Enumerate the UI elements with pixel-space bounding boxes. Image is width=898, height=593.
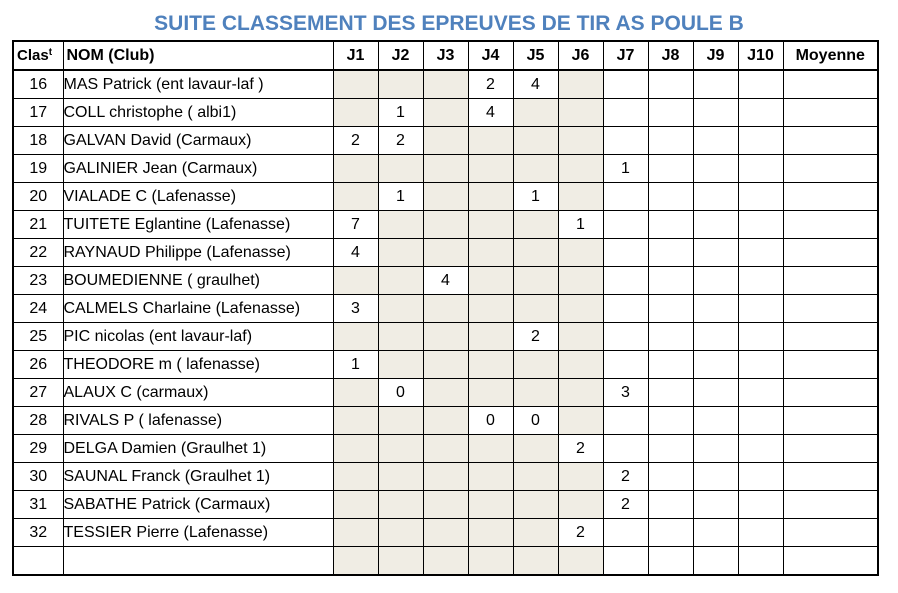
score-cell-j8 xyxy=(648,267,693,295)
rank-cell xyxy=(13,547,63,576)
score-cell-j4 xyxy=(468,351,513,379)
score-cell-j5 xyxy=(513,519,558,547)
score-cell-j3 xyxy=(423,70,468,99)
score-cell-j5 xyxy=(513,351,558,379)
score-cell-j10 xyxy=(738,351,783,379)
header-row xyxy=(13,41,878,70)
score-cell-j4 xyxy=(468,547,513,576)
average-cell xyxy=(783,70,878,99)
score-cell-j6 xyxy=(558,491,603,519)
rank-cell: 16 xyxy=(13,70,63,99)
table-row xyxy=(13,211,878,239)
ranking-table xyxy=(12,40,879,576)
score-cell-j4: 0 xyxy=(468,407,513,435)
score-cell-j10 xyxy=(738,295,783,323)
average-cell xyxy=(783,295,878,323)
name-cell: THEODORE m ( lafenasse) xyxy=(63,351,333,379)
header-j1: J1 xyxy=(333,41,378,70)
score-cell-j8 xyxy=(648,183,693,211)
average-cell xyxy=(783,435,878,463)
score-cell-j7 xyxy=(603,239,648,267)
score-cell-j6: 2 xyxy=(558,435,603,463)
name-cell: PIC nicolas (ent lavaur-laf) xyxy=(63,323,333,351)
score-cell-j6 xyxy=(558,239,603,267)
score-cell-j6 xyxy=(558,70,603,99)
average-cell xyxy=(783,239,878,267)
score-cell-j7 xyxy=(603,70,648,99)
score-cell-j2 xyxy=(378,491,423,519)
rank-cell: 24 xyxy=(13,295,63,323)
score-cell-j5 xyxy=(513,295,558,323)
score-cell-j6 xyxy=(558,127,603,155)
average-cell xyxy=(783,211,878,239)
header-j4: J4 xyxy=(468,41,513,70)
score-cell-j6 xyxy=(558,183,603,211)
score-cell-j7: 1 xyxy=(603,155,648,183)
table-row xyxy=(13,99,878,127)
score-cell-j2 xyxy=(378,70,423,99)
score-cell-j4 xyxy=(468,239,513,267)
score-cell-j4 xyxy=(468,323,513,351)
score-cell-j4 xyxy=(468,295,513,323)
average-cell xyxy=(783,127,878,155)
score-cell-j8 xyxy=(648,491,693,519)
score-cell-j4: 4 xyxy=(468,99,513,127)
score-cell-j7 xyxy=(603,351,648,379)
score-cell-j3 xyxy=(423,519,468,547)
score-cell-j9 xyxy=(693,127,738,155)
score-cell-j3 xyxy=(423,435,468,463)
score-cell-j9 xyxy=(693,211,738,239)
name-cell: RIVALS P ( lafenasse) xyxy=(63,407,333,435)
score-cell-j2 xyxy=(378,239,423,267)
score-cell-j5: 2 xyxy=(513,323,558,351)
score-cell-j5 xyxy=(513,155,558,183)
average-cell xyxy=(783,183,878,211)
score-cell-j4 xyxy=(468,267,513,295)
score-cell-j10 xyxy=(738,183,783,211)
score-cell-j6 xyxy=(558,407,603,435)
score-cell-j4 xyxy=(468,183,513,211)
score-cell-j9 xyxy=(693,547,738,576)
average-cell xyxy=(783,519,878,547)
score-cell-j3: 4 xyxy=(423,267,468,295)
score-cell-j1 xyxy=(333,407,378,435)
table-row xyxy=(13,547,878,576)
score-cell-j6: 2 xyxy=(558,519,603,547)
score-cell-j7 xyxy=(603,323,648,351)
score-cell-j10 xyxy=(738,239,783,267)
score-cell-j8 xyxy=(648,99,693,127)
header-j9: J9 xyxy=(693,41,738,70)
score-cell-j5: 0 xyxy=(513,407,558,435)
score-cell-j5 xyxy=(513,379,558,407)
score-cell-j9 xyxy=(693,491,738,519)
rank-cell: 27 xyxy=(13,379,63,407)
score-cell-j9 xyxy=(693,323,738,351)
score-cell-j6 xyxy=(558,463,603,491)
score-cell-j9 xyxy=(693,239,738,267)
score-cell-j9 xyxy=(693,463,738,491)
score-cell-j2 xyxy=(378,463,423,491)
score-cell-j7: 3 xyxy=(603,379,648,407)
score-cell-j10 xyxy=(738,407,783,435)
score-cell-j9 xyxy=(693,99,738,127)
score-cell-j5 xyxy=(513,99,558,127)
score-cell-j5 xyxy=(513,267,558,295)
score-cell-j1: 7 xyxy=(333,211,378,239)
score-cell-j7 xyxy=(603,547,648,576)
score-cell-j8 xyxy=(648,211,693,239)
table-row xyxy=(13,463,878,491)
score-cell-j1 xyxy=(333,547,378,576)
score-cell-j2 xyxy=(378,267,423,295)
score-cell-j4 xyxy=(468,127,513,155)
rank-cell: 25 xyxy=(13,323,63,351)
score-cell-j7 xyxy=(603,407,648,435)
score-cell-j4 xyxy=(468,211,513,239)
rank-cell: 32 xyxy=(13,519,63,547)
table-row xyxy=(13,323,878,351)
score-cell-j3 xyxy=(423,155,468,183)
score-cell-j4 xyxy=(468,519,513,547)
score-cell-j2: 0 xyxy=(378,379,423,407)
score-cell-j2: 1 xyxy=(378,99,423,127)
score-cell-j1 xyxy=(333,70,378,99)
score-cell-j1 xyxy=(333,323,378,351)
score-cell-j8 xyxy=(648,295,693,323)
score-cell-j3 xyxy=(423,211,468,239)
score-cell-j10 xyxy=(738,323,783,351)
score-cell-j8 xyxy=(648,323,693,351)
score-cell-j2 xyxy=(378,211,423,239)
score-cell-j9 xyxy=(693,267,738,295)
header-j2: J2 xyxy=(378,41,423,70)
score-cell-j10 xyxy=(738,155,783,183)
score-cell-j5: 4 xyxy=(513,70,558,99)
score-cell-j1: 1 xyxy=(333,351,378,379)
score-cell-j8 xyxy=(648,379,693,407)
average-cell xyxy=(783,547,878,576)
score-cell-j4 xyxy=(468,435,513,463)
score-cell-j9 xyxy=(693,351,738,379)
table-row xyxy=(13,519,878,547)
score-cell-j10 xyxy=(738,463,783,491)
score-cell-j10 xyxy=(738,435,783,463)
score-cell-j8 xyxy=(648,547,693,576)
score-cell-j10 xyxy=(738,267,783,295)
rank-cell: 28 xyxy=(13,407,63,435)
score-cell-j8 xyxy=(648,407,693,435)
score-cell-j1 xyxy=(333,99,378,127)
average-cell xyxy=(783,267,878,295)
score-cell-j7 xyxy=(603,295,648,323)
average-cell xyxy=(783,99,878,127)
average-cell xyxy=(783,463,878,491)
average-cell xyxy=(783,351,878,379)
rank-cell: 29 xyxy=(13,435,63,463)
average-cell xyxy=(783,323,878,351)
score-cell-j1 xyxy=(333,379,378,407)
name-cell: COLL christophe ( albi1) xyxy=(63,99,333,127)
score-cell-j5 xyxy=(513,127,558,155)
name-cell: RAYNAUD Philippe (Lafenasse) xyxy=(63,239,333,267)
header-j5: J5 xyxy=(513,41,558,70)
score-cell-j1 xyxy=(333,463,378,491)
rank-cell: 23 xyxy=(13,267,63,295)
score-cell-j2 xyxy=(378,323,423,351)
score-cell-j8 xyxy=(648,239,693,267)
score-cell-j4 xyxy=(468,155,513,183)
average-cell xyxy=(783,491,878,519)
score-cell-j10 xyxy=(738,379,783,407)
name-cell: GALVAN David (Carmaux) xyxy=(63,127,333,155)
header-j6: J6 xyxy=(558,41,603,70)
score-cell-j6 xyxy=(558,295,603,323)
score-cell-j1 xyxy=(333,267,378,295)
score-cell-j4 xyxy=(468,491,513,519)
table-row xyxy=(13,155,878,183)
score-cell-j10 xyxy=(738,70,783,99)
header-j7: J7 xyxy=(603,41,648,70)
score-cell-j5 xyxy=(513,211,558,239)
name-cell: DELGA Damien (Graulhet 1) xyxy=(63,435,333,463)
score-cell-j3 xyxy=(423,491,468,519)
score-cell-j9 xyxy=(693,519,738,547)
score-cell-j7 xyxy=(603,435,648,463)
header-name: NOM (Club) xyxy=(63,41,333,70)
score-cell-j6 xyxy=(558,99,603,127)
score-cell-j7: 2 xyxy=(603,491,648,519)
score-cell-j8 xyxy=(648,351,693,379)
score-cell-j7 xyxy=(603,519,648,547)
score-cell-j1 xyxy=(333,183,378,211)
header-j10: J10 xyxy=(738,41,783,70)
score-cell-j9 xyxy=(693,155,738,183)
score-cell-j7 xyxy=(603,183,648,211)
score-cell-j1: 2 xyxy=(333,127,378,155)
score-cell-j2 xyxy=(378,547,423,576)
table-row xyxy=(13,351,878,379)
table-row xyxy=(13,239,878,267)
score-cell-j6 xyxy=(558,155,603,183)
score-cell-j10 xyxy=(738,127,783,155)
score-cell-j2 xyxy=(378,351,423,379)
score-cell-j6 xyxy=(558,351,603,379)
score-cell-j5 xyxy=(513,491,558,519)
name-cell: BOUMEDIENNE ( graulhet) xyxy=(63,267,333,295)
score-cell-j4: 2 xyxy=(468,70,513,99)
header-j3: J3 xyxy=(423,41,468,70)
score-cell-j4 xyxy=(468,463,513,491)
score-cell-j9 xyxy=(693,70,738,99)
average-cell xyxy=(783,379,878,407)
score-cell-j5 xyxy=(513,435,558,463)
rank-cell: 20 xyxy=(13,183,63,211)
name-cell: TESSIER Pierre (Lafenasse) xyxy=(63,519,333,547)
rank-cell: 22 xyxy=(13,239,63,267)
score-cell-j5: 1 xyxy=(513,183,558,211)
name-cell xyxy=(63,547,333,576)
score-cell-j7 xyxy=(603,99,648,127)
score-cell-j10 xyxy=(738,547,783,576)
score-cell-j3 xyxy=(423,323,468,351)
score-cell-j10 xyxy=(738,99,783,127)
score-cell-j1 xyxy=(333,435,378,463)
score-cell-j8 xyxy=(648,127,693,155)
score-cell-j9 xyxy=(693,435,738,463)
score-cell-j1: 3 xyxy=(333,295,378,323)
rank-cell: 18 xyxy=(13,127,63,155)
score-cell-j9 xyxy=(693,295,738,323)
score-cell-j3 xyxy=(423,127,468,155)
rank-cell: 21 xyxy=(13,211,63,239)
score-cell-j7: 2 xyxy=(603,463,648,491)
table-row xyxy=(13,379,878,407)
score-cell-j3 xyxy=(423,183,468,211)
score-cell-j3 xyxy=(423,295,468,323)
average-cell xyxy=(783,155,878,183)
score-cell-j3 xyxy=(423,547,468,576)
rank-cell: 19 xyxy=(13,155,63,183)
score-cell-j5 xyxy=(513,547,558,576)
header-rank: Clas$^t$ xyxy=(13,41,63,70)
score-cell-j1 xyxy=(333,155,378,183)
name-cell: VIALADE C (Lafenasse) xyxy=(63,183,333,211)
rank-cell: 17 xyxy=(13,99,63,127)
score-cell-j9 xyxy=(693,379,738,407)
score-cell-j8 xyxy=(648,435,693,463)
table-row xyxy=(13,183,878,211)
score-cell-j5 xyxy=(513,239,558,267)
score-cell-j6 xyxy=(558,323,603,351)
name-cell: TUITETE Eglantine (Lafenasse) xyxy=(63,211,333,239)
score-cell-j8 xyxy=(648,70,693,99)
header-average: Moyenne xyxy=(783,41,878,70)
score-cell-j7 xyxy=(603,211,648,239)
score-cell-j6 xyxy=(558,547,603,576)
score-cell-j9 xyxy=(693,407,738,435)
score-cell-j2 xyxy=(378,519,423,547)
score-cell-j10 xyxy=(738,211,783,239)
table-row xyxy=(13,70,878,99)
table-row xyxy=(13,435,878,463)
name-cell: SAUNAL Franck (Graulhet 1) xyxy=(63,463,333,491)
score-cell-j8 xyxy=(648,519,693,547)
name-cell: SABATHE Patrick (Carmaux) xyxy=(63,491,333,519)
score-cell-j9 xyxy=(693,183,738,211)
score-cell-j2: 2 xyxy=(378,127,423,155)
name-cell: GALINIER Jean (Carmaux) xyxy=(63,155,333,183)
score-cell-j1: 4 xyxy=(333,239,378,267)
score-cell-j3 xyxy=(423,407,468,435)
score-cell-j10 xyxy=(738,491,783,519)
name-cell: MAS Patrick (ent lavaur-laf ) xyxy=(63,70,333,99)
score-cell-j3 xyxy=(423,463,468,491)
score-cell-j6: 1 xyxy=(558,211,603,239)
rank-cell: 26 xyxy=(13,351,63,379)
rank-cell: 30 xyxy=(13,463,63,491)
score-cell-j2 xyxy=(378,295,423,323)
score-cell-j5 xyxy=(513,463,558,491)
page-title: SUITE CLASSEMENT DES EPREUVES DE TIR AS POULE B xyxy=(154,12,744,35)
score-cell-j1 xyxy=(333,491,378,519)
score-cell-j6 xyxy=(558,267,603,295)
rank-cell: 31 xyxy=(13,491,63,519)
score-cell-j2: 1 xyxy=(378,183,423,211)
score-cell-j2 xyxy=(378,435,423,463)
score-cell-j7 xyxy=(603,127,648,155)
table-row xyxy=(13,491,878,519)
score-cell-j10 xyxy=(738,519,783,547)
table-row xyxy=(13,407,878,435)
score-cell-j7 xyxy=(603,267,648,295)
average-cell xyxy=(783,407,878,435)
score-cell-j2 xyxy=(378,155,423,183)
score-cell-j3 xyxy=(423,351,468,379)
name-cell: CALMELS Charlaine (Lafenasse) xyxy=(63,295,333,323)
name-cell: ALAUX C (carmaux) xyxy=(63,379,333,407)
score-cell-j8 xyxy=(648,155,693,183)
score-cell-j3 xyxy=(423,379,468,407)
header-j8: J8 xyxy=(648,41,693,70)
score-cell-j4 xyxy=(468,379,513,407)
score-cell-j1 xyxy=(333,519,378,547)
score-cell-j8 xyxy=(648,463,693,491)
table-row xyxy=(13,127,878,155)
score-cell-j3 xyxy=(423,239,468,267)
score-cell-j3 xyxy=(423,99,468,127)
table-row xyxy=(13,295,878,323)
table-row xyxy=(13,267,878,295)
score-cell-j6 xyxy=(558,379,603,407)
score-cell-j2 xyxy=(378,407,423,435)
